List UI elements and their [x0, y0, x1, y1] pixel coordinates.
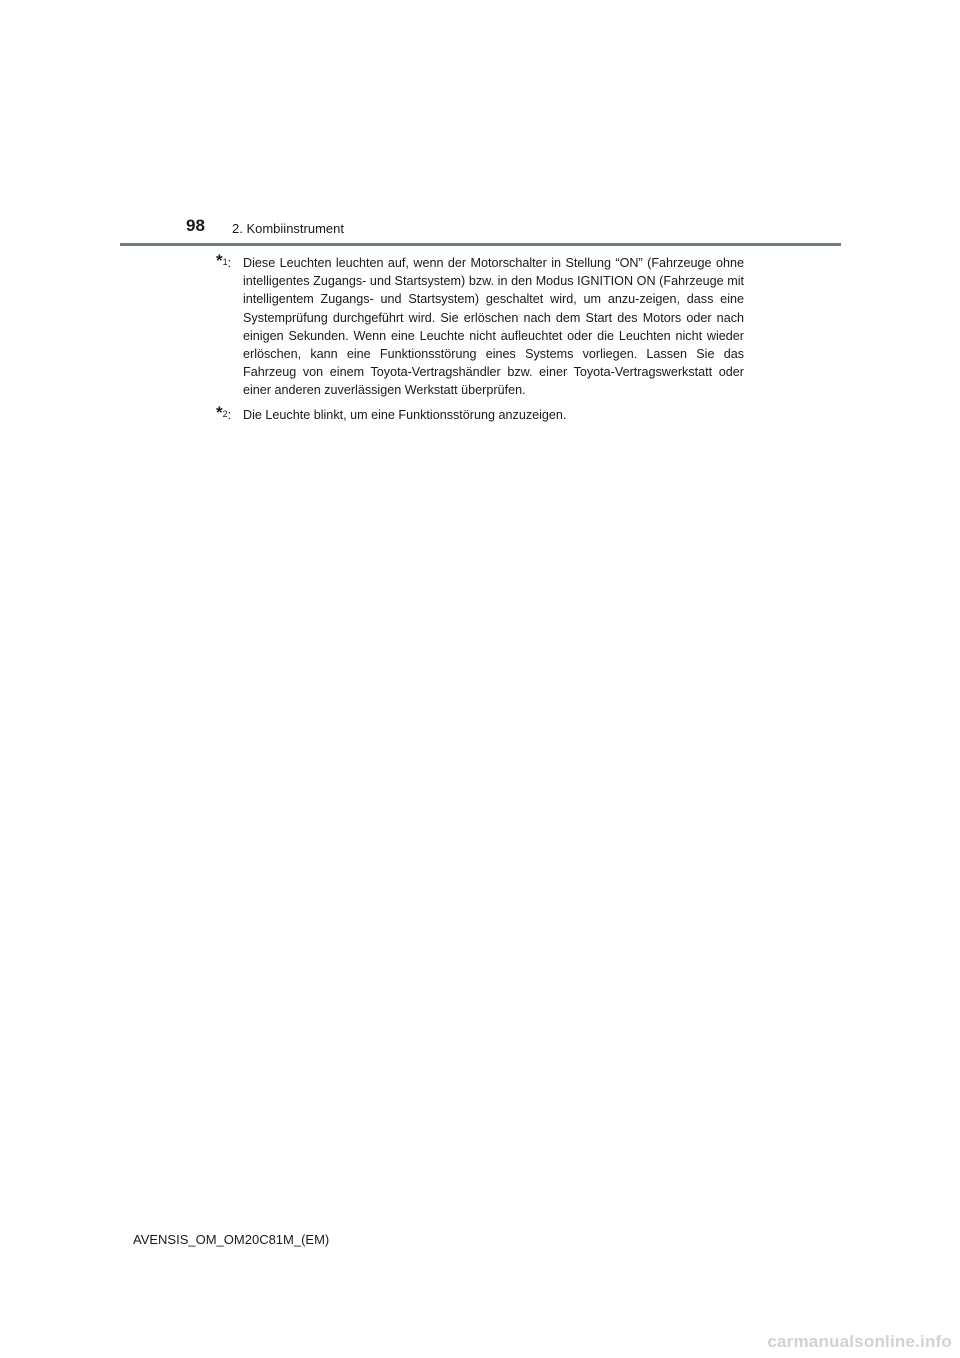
footnote-colon: : [227, 407, 232, 422]
asterisk-icon: * [216, 402, 223, 422]
footnote-2 [216, 402, 744, 424]
watermark: carmanualsonline.info [767, 1332, 952, 1351]
footnote-text: Diese Leuchten leuchten auf, wenn der Motorschalter in Stellung “ON” (Fahrzeuge ohne intelligentes Zugangs- und Startsystem) bzw. in den Modus IGNITION ON (Fahrzeuge mit intelligentem Zugangs- und Startsystem) geschaltet wird, um anzu-zeigen, dass eine Systemprüfung durchgeführt wird. Sie erlöschen nach dem Start des Motors oder nach einigen Sekunden. Wenn eine Leuchte nicht aufleuchtet oder die Leuchten nicht wieder erlöschen, kann eine Funktionsstörung eines Systems vorliegen. Lassen Sie das Fahrzeug von einem Toyota-Vertragshändler bzw. einer Toyota-Vertragswerkstatt oder einer anderen zuverlässigen Werkstatt überprüfen. [243, 256, 744, 398]
footnote-index: 1 [222, 257, 228, 267]
section-title: 2. Kombiinstrument [232, 221, 344, 236]
footnote-text: Die Leuchte blinkt, um eine Funktionsstörung anzuzeigen. [243, 407, 567, 422]
footnote-1 [216, 251, 744, 400]
page-number: 98 [186, 216, 205, 235]
footnote-marker [216, 402, 232, 424]
document-code: AVENSIS_OM_OM20C81M_(EM) [133, 1232, 330, 1247]
asterisk-icon: * [216, 251, 223, 270]
footnote-index: 2 [222, 408, 228, 419]
footnote-marker [216, 251, 232, 272]
footnotes [216, 251, 744, 424]
header-divider [120, 243, 841, 246]
footnote-colon: : [227, 256, 232, 270]
